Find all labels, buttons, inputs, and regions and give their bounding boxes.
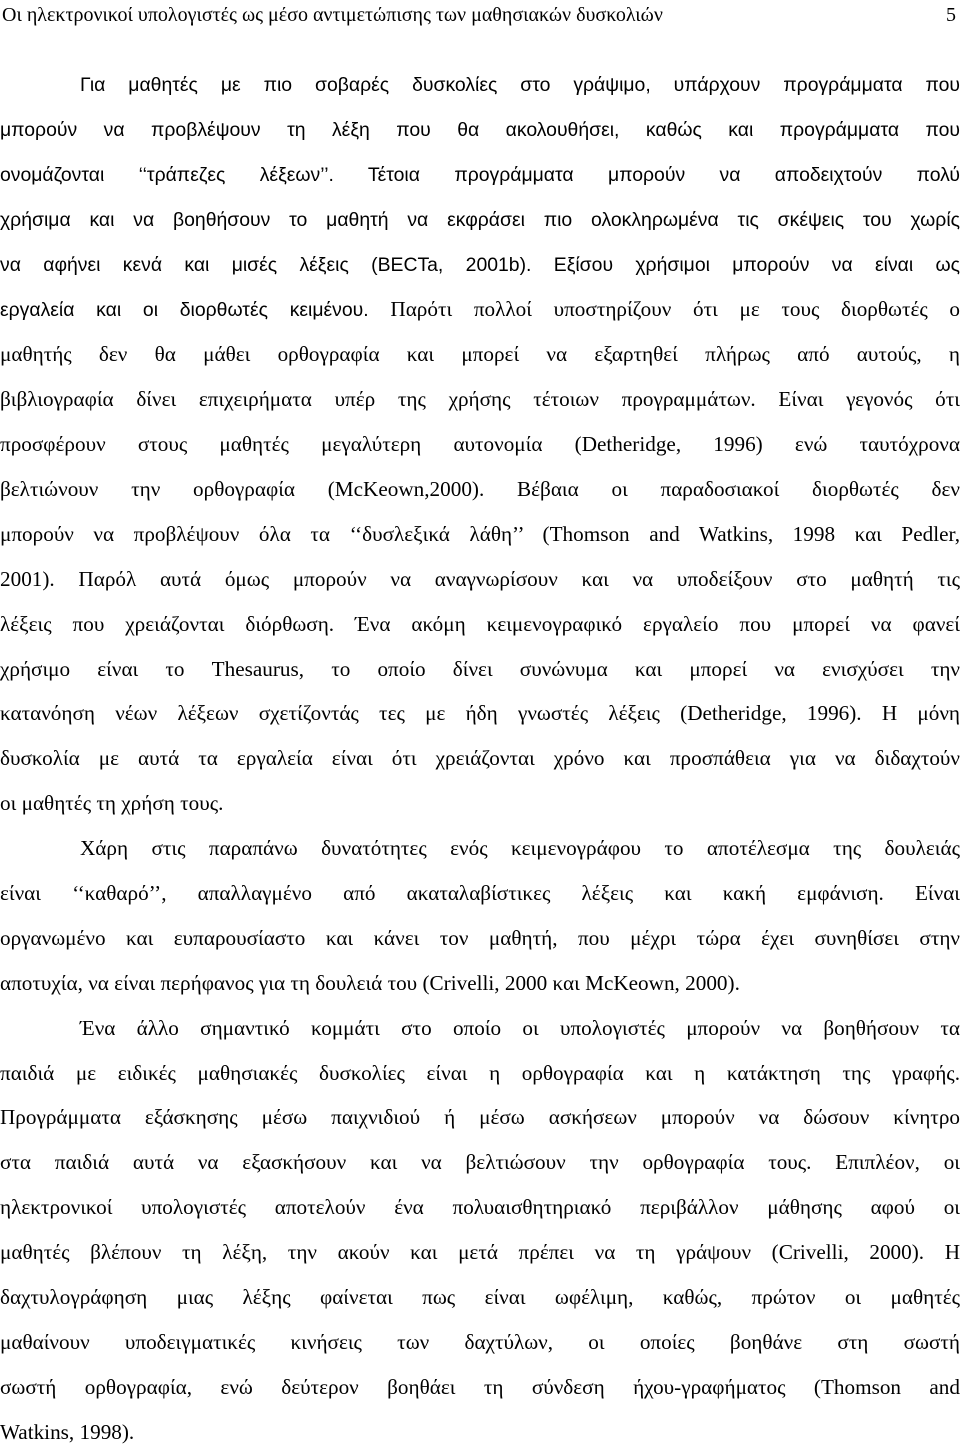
text-run: Παρότι πολλοί υποστηρίζουν ότι με τους διορθωτές ο: [390, 297, 960, 322]
text-line: [0, 467, 960, 512]
text-run: εργαλεία και οι διορθωτές κειμένου.: [0, 299, 391, 322]
text-run: βιβλιογραφία δίνει επιχειρήματα υπέρ της χρήσης τέτοιων προγραμμάτων. Είναι γεγονός ότι: [0, 387, 960, 412]
text-line: [0, 736, 960, 781]
text-run: Watkins, 1998).: [0, 1419, 135, 1444]
text-run: σωστή ορθογραφία, ενώ δεύτερον βοηθάει τη σύνδεση ήχου-γραφήματος (Thomson and: [0, 1374, 960, 1399]
body-text: [0, 63, 960, 1455]
text-line: [0, 108, 960, 153]
text-line: [0, 871, 960, 916]
text-line: [0, 557, 960, 602]
page-number: 5: [946, 4, 956, 26]
text-run: οργανωμένο και ευπαρουσίαστο και κάνει τον μαθητή, που μέχρι τώρα έχει συνηθίσει στην: [0, 925, 960, 950]
text-run: χρήσιμα και να βοηθήσουν το μαθητή να εκφράσει πιο ολοκληρωμένα τις σκέψεις του χωρίς: [0, 208, 960, 231]
text-line: [0, 198, 960, 243]
text-run: στα παιδιά αυτά να εξασκήσουν και να βελτιώσουν την ορθογραφία τους. Επιπλέον, οι: [0, 1150, 960, 1175]
text-run: χρήσιμο είναι το Thesaurus, το οποίο δίνει συνώνυμα και μπορεί να ενισχύσει την: [0, 656, 960, 681]
text-run: 2001). Παρόλ αυτά όμως μπορούν να αναγνωρίσουν και να υποδείξουν στο μαθητή τις: [0, 566, 960, 591]
text-line: [0, 332, 960, 377]
text-line: [0, 1230, 960, 1275]
text-run: βελτιώνουν την ορθογραφία (McKeown,2000). Βέβαια οι παραδοσιακοί διορθωτές δεν: [0, 477, 960, 502]
text-run: μαθαίνουν υποδειγματικές κινήσεις των δαχτύλων, οι οποίες βοηθάνε στη σωστή: [0, 1329, 960, 1354]
text-run: δυσκολία με αυτά τα εργαλεία είναι ότι χρειάζονται χρόνο και προσπάθεια για να διδαχτούν: [0, 746, 960, 771]
text-line: [0, 961, 960, 1006]
text-line: [0, 1320, 960, 1365]
text-line: [0, 1006, 960, 1051]
paragraph: [0, 63, 960, 826]
text-run: παιδιά με ειδικές μαθησιακές δυσκολίες είναι η ορθογραφία και η κατάκτηση της γραφής.: [0, 1060, 960, 1085]
text-line: [0, 1410, 960, 1455]
text-line: [0, 1095, 960, 1140]
text-run: Ένα άλλο σημαντικό κομμάτι στο οποίο οι υπολογιστές μπορούν να βοηθήσουν τα: [80, 1015, 960, 1040]
text-run: προσφέρουν στους μαθητές μεγαλύτερη αυτονομία (Detheridge, 1996) ενώ ταυτόχρονα: [0, 432, 960, 457]
text-line: [0, 691, 960, 736]
text-line: [0, 512, 960, 557]
text-run: μαθητές βλέπουν τη λέξη, την ακούν και μετά πρέπει να τη γράψουν (Crivelli, 2000). Η: [0, 1240, 960, 1265]
text-line: [0, 647, 960, 692]
text-line: [0, 1365, 960, 1410]
text-line: [0, 153, 960, 198]
text-line: [0, 602, 960, 647]
paragraph: [0, 1006, 960, 1455]
text-line: [0, 1185, 960, 1230]
text-run: ονομάζονται ‘‘τράπεζες λέξεων’’. Τέτοια προγράμματα μπορούν να αποδειχτούν πολύ: [0, 163, 960, 186]
header-title: Οι ηλεκτρονικοί υπολογιστές ως μέσο αντιμετώπισης των μαθησιακών δυσκολιών: [2, 4, 663, 26]
text-run: να αφήνει κενά και μισές λέξεις (BECTa, 2001b). Εξίσου χρήσιμοι μπορούν να είναι ως: [0, 253, 960, 276]
text-run: Προγράμματα εξάσκησης μέσω παιχνιδιού ή μέσω ασκήσεων μπορούν να δώσουν κίνητρο: [0, 1105, 960, 1130]
text-line: [0, 826, 960, 871]
text-run: Για μαθητές με πιο σοβαρές δυσκολίες στο γράψιμο, υπάρχουν προγράμματα που: [80, 74, 960, 96]
text-line: [0, 1275, 960, 1320]
text-line: [0, 422, 960, 467]
text-run: κατανόηση νέων λέξεων σχετίζοντάς τες με ήδη γνωστές λέξεις (Detheridge, 1996). Η μόνη: [0, 701, 960, 726]
text-run: Χάρη στις παραπάνω δυνατότητες ενός κειμενογράφου το αποτέλεσμα της δουλειάς: [80, 836, 960, 861]
text-run: μαθητής δεν θα μάθει ορθογραφία και μπορεί να εξαρτηθεί πλήρως από αυτούς, η: [0, 342, 960, 367]
text-line: [0, 1051, 960, 1096]
text-line: [0, 377, 960, 422]
text-run: δαχτυλογράφηση μιας λέξης φαίνεται πως είναι ωφέλιμη, καθώς, πρώτον οι μαθητές: [0, 1285, 960, 1310]
text-line: [0, 1140, 960, 1185]
text-line: [0, 63, 960, 108]
text-line: [0, 916, 960, 961]
text-run: λέξεις που χρειάζονται διόρθωση. Ένα ακόμη κειμενογραφικό εργαλείο που μπορεί να φανεί: [0, 611, 960, 636]
text-run: οι μαθητές τη χρήση τους.: [0, 791, 224, 816]
text-line: [0, 243, 960, 288]
text-run: είναι ‘‘καθαρό’’, απαλλαγμένο από ακαταλαβίστικες λέξεις και κακή εμφάνιση. Είναι: [0, 881, 960, 906]
text-line: [0, 287, 960, 332]
text-run: μπορούν να προβλέψουν τη λέξη που θα ακολουθήσει, καθώς και προγράμματα που: [0, 118, 960, 141]
text-line: [0, 781, 960, 826]
text-run: αποτυχία, να είναι περήφανος για τη δουλειά του (Crivelli, 2000 και McKeown, 2000).: [0, 970, 740, 995]
running-header: [0, 0, 960, 30]
text-run: μπορούν να προβλέψουν όλα τα ‘‘δυσλεξικά λάθη’’ (Thomson and Watkins, 1998 και Pedler,: [0, 521, 960, 546]
text-run: ηλεκτρονικοί υπολογιστές αποτελούν ένα πολυαισθητηριακό περιβάλλον μάθησης αφού οι: [0, 1195, 960, 1220]
paragraph: [0, 826, 960, 1006]
